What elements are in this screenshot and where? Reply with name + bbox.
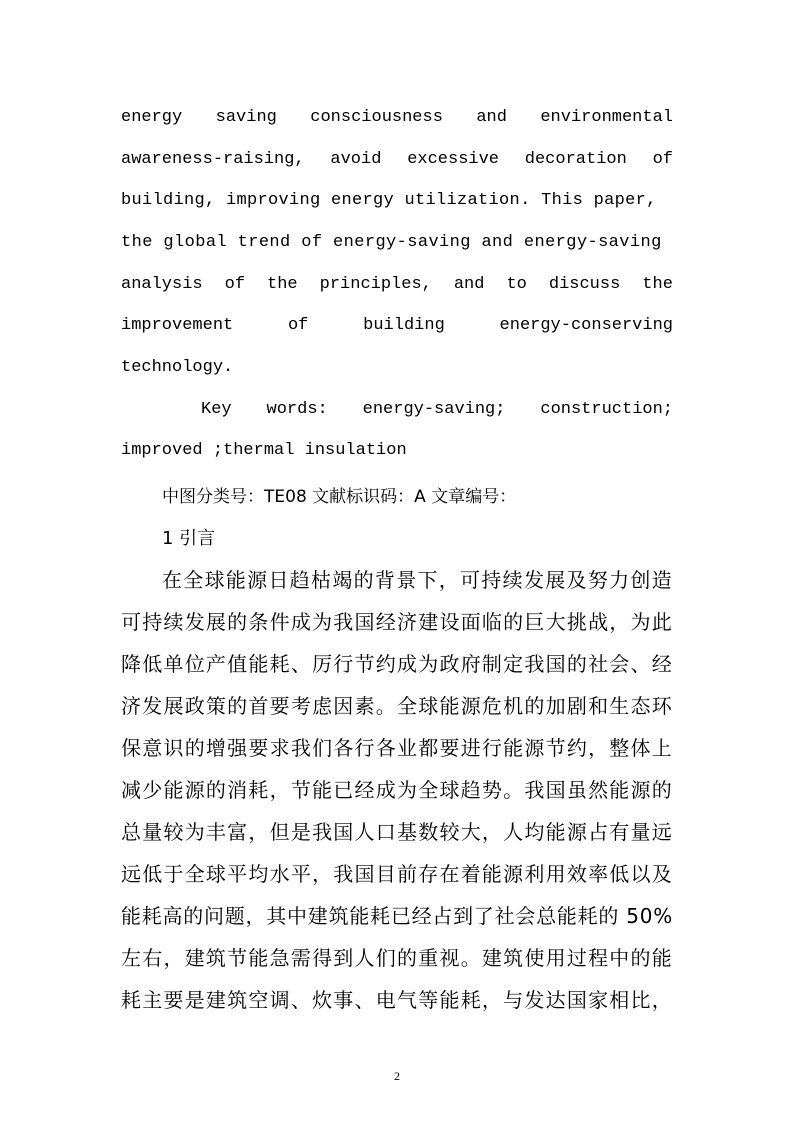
word: energy-conserving [499,316,673,335]
body-line: 保意识的增强要求我们各行各业都要进行能源节约，整体上 [121,736,673,760]
word: of [224,275,246,294]
body-line: 左右，建筑节能急需得到人们的重视。建筑使用过程中的能 [121,946,673,970]
body-line: 耗主要是建筑空调、炊事、电气等能耗，与发达国家相比， [121,988,673,1012]
word: awareness-raising, [121,150,305,169]
word: principles, [319,275,432,294]
body-line: 减少能源的消耗，节能已经成为全球趋势。我国虽然能源的 [121,778,673,802]
word: of [652,150,673,169]
abstract-line-7: technology. [121,358,234,377]
keywords-line-2: improved ;thermal insulation [121,441,407,460]
word: and [453,275,485,294]
word: improvement [121,316,234,335]
word: consciousness [310,108,443,127]
body-line: 总量较为丰富，但是我国人口基数较大，人均能源占有量远 [121,820,673,844]
body-line: 远低于全球平均水平，我国目前存在着能源利用效率低以及 [121,862,673,886]
keyword: construction; [540,400,673,419]
keywords-label: words: [266,400,328,419]
abstract-line-3: building, improving energy utilization. This paper, [121,191,657,210]
word: saving [215,108,277,127]
word: analysis [121,275,203,294]
word: the [267,275,298,294]
word: avoid [330,150,382,169]
word: excessive [407,150,500,169]
abstract-line-2 [121,150,673,169]
keywords-line-1 [201,400,673,419]
body-line: 济发展政策的首要考虑因素。全球能源危机的加剧和生态环 [121,694,673,718]
word: decoration [524,150,627,169]
word: energy [121,108,183,127]
body-line: 可持续发展的条件成为我国经济建设面临的巨大挑战，为此 [121,610,673,634]
abstract-line-1 [121,108,673,127]
abstract-line-6 [121,316,673,335]
word: of [287,316,309,335]
abstract-line-5 [121,275,673,294]
word: environmental [540,108,673,127]
classification-line: 中图分类号：TE08 文献标识码：A 文章编号： [162,487,517,507]
word: and [476,108,507,127]
body-line: 降低单位产值能耗、厉行节约成为政府制定我国的社会、经 [121,652,673,676]
page-number: 2 [394,1069,400,1083]
body-line: 能耗高的问题，其中建筑能耗已经占到了社会总能耗的 50% [121,904,673,928]
keyword: energy-saving; [362,400,506,419]
section-heading: 1 引言 [162,528,216,549]
abstract-line-4: the global trend of energy-saving and energy-saving [121,233,662,252]
word: building [363,316,445,335]
word: to [506,275,527,294]
keywords-label: Key [201,400,232,419]
body-line: 在全球能源日趋枯竭的背景下，可持续发展及努力创造 [162,568,673,592]
word: the [642,275,673,294]
word: discuss [548,275,621,294]
